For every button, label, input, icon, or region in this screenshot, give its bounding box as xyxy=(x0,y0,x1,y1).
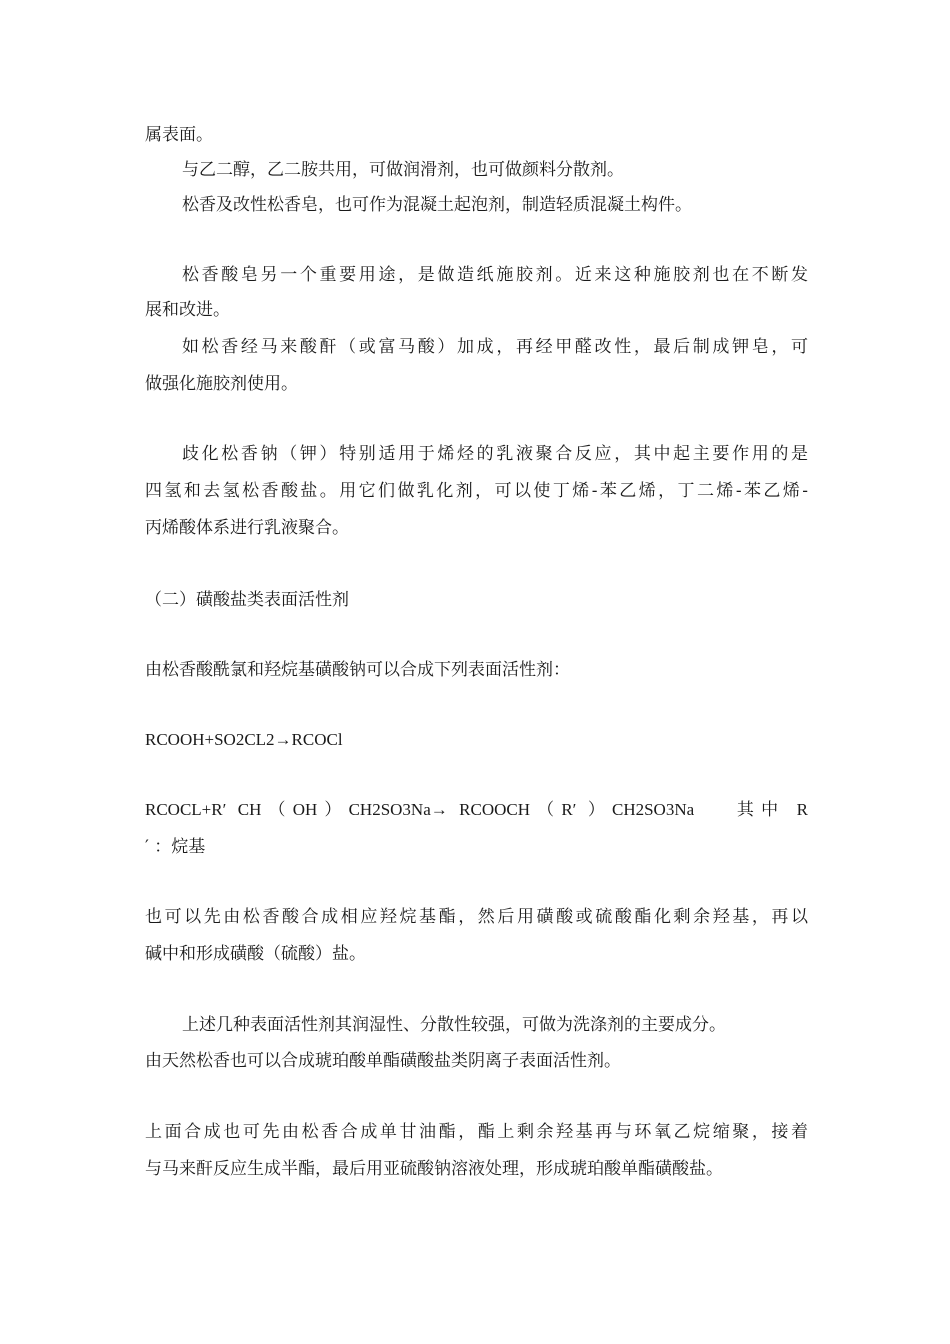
text-line: ′ ：烷基 xyxy=(145,837,206,857)
text-line: 也可以先由松香酸合成相应羟烷基酯，然后用磺酸或硫酸酯化剩余羟基，再以 xyxy=(145,907,808,927)
text-line: 松香及改性松香皂，也可作为混凝土起泡剂，制造轻质混凝土构件。 xyxy=(182,195,692,215)
text-line: 与乙二醇，乙二胺共用，可做润滑剂，也可做颜料分散剂。 xyxy=(182,160,624,180)
text-line: 歧化松香钠（钾）特别适用于烯烃的乳液聚合反应，其中起主要作用的是 xyxy=(182,444,808,464)
text-line: 做强化施胶剂使用。 xyxy=(145,374,298,394)
text-line: 松香酸皂另一个重要用途，是做造纸施胶剂。近来这种施胶剂也在不断发 xyxy=(182,265,808,285)
section-heading: （二）磺酸盐类表面活性剂 xyxy=(145,590,349,610)
text-line: 四氢和去氢松香酸盐。用它们做乳化剂，可以使丁烯-苯乙烯，丁二烯-苯乙烯- xyxy=(145,481,808,501)
text-line: 与马来酐反应生成半酯，最后用亚硫酸钠溶液处理，形成琥珀酸单酯磺酸盐。 xyxy=(145,1159,723,1179)
formula-line: RCOOH+SO2CL2→RCOCl xyxy=(145,730,343,749)
text-line: 上述几种表面活性剂其润湿性、分散性较强，可做为洗涤剂的主要成分。 xyxy=(182,1015,726,1035)
text-line: 由松香酸酰氯和羟烷基磺酸钠可以合成下列表面活性剂： xyxy=(145,660,570,680)
text-line: 属表面。 xyxy=(145,125,213,145)
text-line: 由天然松香也可以合成琥珀酸单酯磺酸盐类阴离子表面活性剂。 xyxy=(145,1051,621,1071)
text-line: 展和改进。 xyxy=(145,300,230,320)
text-line: 丙烯酸体系进行乳液聚合。 xyxy=(145,518,349,538)
text-line: 如松香经马来酸酐（或富马酸）加成，再经甲醛改性，最后制成钾皂，可 xyxy=(182,337,808,357)
formula-line: RCOCL+R′ CH（OH）CH2SO3Na→ RCOOCH（R′ ）CH2SO3Na 其中 R xyxy=(145,800,808,819)
text-line: 上面合成也可先由松香合成单甘油酯，酯上剩余羟基再与环氧乙烷缩聚，接着 xyxy=(145,1122,808,1142)
text-line: 碱中和形成磺酸（硫酸）盐。 xyxy=(145,944,366,964)
